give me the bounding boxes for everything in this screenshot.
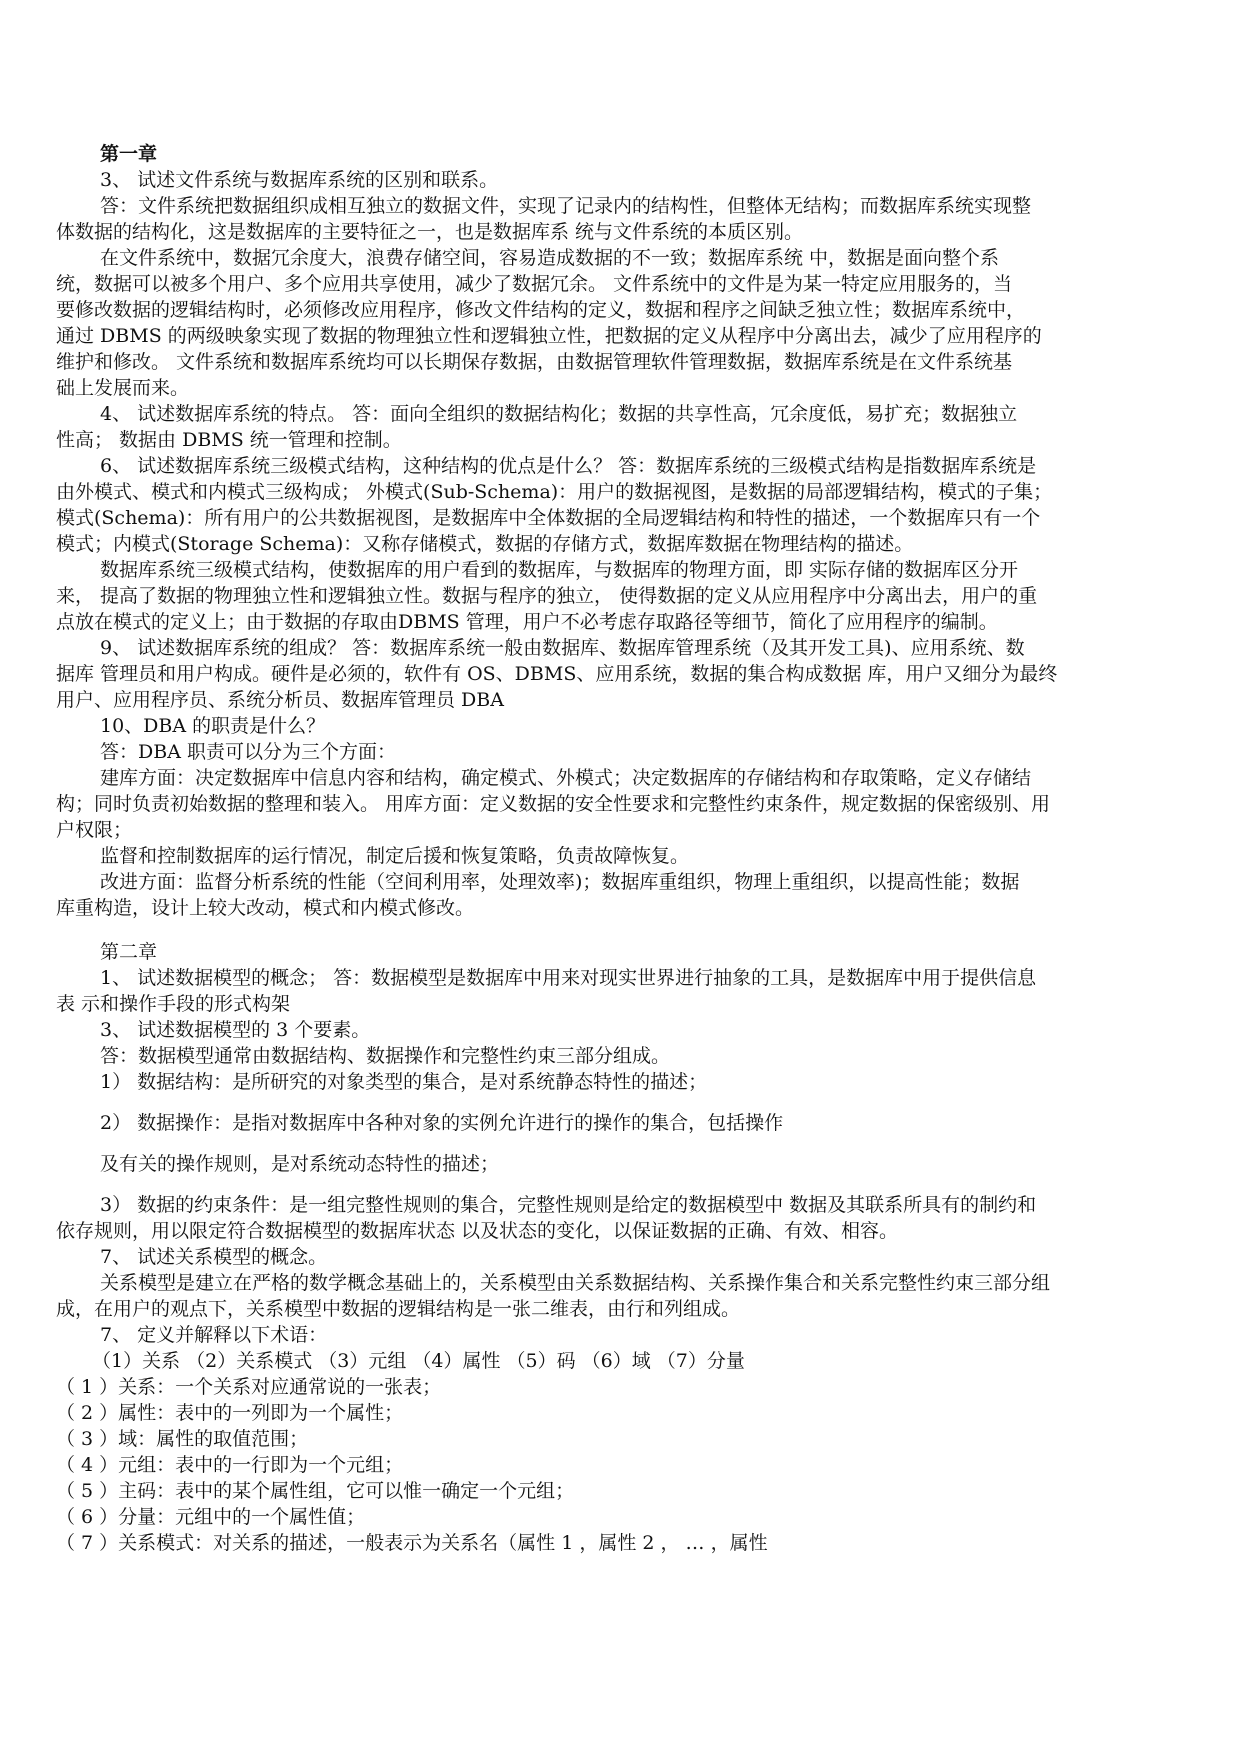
text-line: 用户、应用程序员、系统分析员、数据库管理员 DBA [56, 689, 504, 711]
chapter-1-heading: 第一章 [100, 143, 158, 165]
text-line: 据库 管理员和用户构成。硬件是必须的，软件有 OS、DBMS、应用系统，数据的集合构成数据 库，用户又细分为最终 [56, 663, 1058, 685]
text-line: 建库方面：决定数据库中信息内容和结构，确定模式、外模式；决定数据库的存储结构和存取策略，定义存储结 [100, 767, 1032, 789]
text-line: 答：DBA 职责可以分为三个方面： [100, 741, 396, 763]
text-line: 依存规则，用以限定符合数据模型的数据库状态 以及状态的变化，以保证数据的正确、有效、相容。 [56, 1220, 899, 1242]
text-line: 维护和修改。 文件系统和数据库系统均可以长期保存数据，由数据管理软件管理数据，数据库系统是在文件系统基 [56, 351, 1013, 373]
question-4: 4、 试述数据库系统的特点。 答：面向全组织的数据结构化；数据的共享性高，冗余度低，易扩充；数据独立 [100, 403, 1018, 425]
text-line: 数据库系统三级模式结构，使数据库的用户看到的数据库，与数据库的物理方面，即 实际存储的数据库区分开 [100, 559, 1019, 581]
question-6: 6、 试述数据库系统三级模式结构，这种结构的优点是什么？ 答：数据库系统的三级模式结构是指数据库系统是 [100, 455, 1037, 477]
question-9: 9、 试述数据库系统的组成？ 答：数据库系统一般由数据库、数据库管理系统（及其开发工具)、应用系统、数 [100, 637, 1025, 659]
text-line: 表 示和操作手段的形式构架 [56, 993, 291, 1015]
terms-list: （1）关系 （2）关系模式 （3）元组 （4）属性 （5）码 （6）域 （7）分量 [92, 1350, 745, 1372]
text-line: 要修改数据的逻辑结构时，必须修改应用程序，修改文件结构的定义，数据和程序之间缺乏独立性；数据库系统中， [56, 299, 1026, 321]
term-item: （ 7 ）关系模式：对关系的描述，一般表示为关系名（属性 1 ，属性 2 ， … ，属性 [56, 1532, 768, 1554]
text-line: 答：文件系统把数据组织成相互独立的数据文件，实现了记录内的结构性，但整体无结构；而数据库系统实现整 [100, 195, 1032, 217]
text-line: 监督和控制数据库的运行情况，制定后援和恢复策略，负责故障恢复。 [100, 845, 690, 867]
text-line: 答：数据模型通常由数据结构、数据操作和完整性约束三部分组成。 [100, 1045, 671, 1067]
text-line: 通过 DBMS 的两级映象实现了数据的物理独立性和逻辑独立性，把数据的定义从程序中分离出去，减少了应用程序的 [56, 325, 1042, 347]
text-line: 来， 提高了数据的物理独立性和逻辑独立性。数据与程序的独立， 使得数据的定义从应用程序中分离出去，用户的重 [56, 585, 1038, 607]
text-line: 户权限； [56, 819, 133, 841]
question-3b: 3、 试述数据模型的 3 个要素。 [100, 1019, 371, 1041]
text-line: 1） 数据结构：是所研究的对象类型的集合，是对系统静态特性的描述； [100, 1071, 708, 1093]
term-item: （ 4 ）元组：表中的一行即为一个元组； [56, 1454, 404, 1476]
term-item: （ 2 ）属性：表中的一列即为一个属性； [56, 1402, 404, 1424]
text-line: 关系模型是建立在严格的数学概念基础上的，关系模型由关系数据结构、关系操作集合和关系完整性约束三部分组 [100, 1272, 1051, 1294]
question-7b: 7、 定义并解释以下术语： [100, 1324, 328, 1346]
text-line: 模式；内模式(Storage Schema)：又称存储模式，数据的存储方式，数据库数据在物理结构的描述。 [56, 533, 914, 555]
question-3: 3、 试述文件系统与数据库系统的区别和联系。 [100, 169, 499, 191]
text-line: 库重构造，设计上较大改动，模式和内模式修改。 [56, 897, 475, 919]
text-line: 性高； 数据由 DBMS 统一管理和控制。 [56, 429, 402, 451]
text-line: 础上发展而来。 [56, 377, 190, 399]
chapter-2-heading: 第二章 [100, 941, 158, 963]
text-line: 构；同时负责初始数据的整理和装入。 用库方面：定义数据的安全性要求和完整性约束条件，规定数据的保密级别、用 [56, 793, 1051, 815]
term-item: （ 5 ）主码：表中的某个属性组，它可以惟一确定一个元组； [56, 1480, 575, 1502]
text-line: 在文件系统中，数据冗余度大，浪费存储空间，容易造成数据的不一致；数据库系统 中，数据是面向整个系 [100, 247, 1000, 269]
question-1: 1、 试述数据模型的概念； 答：数据模型是数据库中用来对现实世界进行抽象的工具，是数据库中用于提供信息 [100, 967, 1037, 989]
text-line: 体数据的结构化，这是数据库的主要特征之一，也是数据库系 统与文件系统的本质区别。 [56, 221, 804, 243]
text-line: 2） 数据操作：是指对数据库中各种对象的实例允许进行的操作的集合，包括操作 [100, 1112, 784, 1134]
text-line: 改进方面：监督分析系统的性能（空间利用率，处理效率)；数据库重组织，物理上重组织，以提高性能；数据 [100, 871, 1020, 893]
question-10: 10、DBA 的职责是什么？ [100, 715, 326, 737]
term-item: （ 3 ）域：属性的取值范围； [56, 1428, 309, 1450]
text-line: 由外模式、模式和内模式三级构成； 外模式(Sub-Schema)：用户的数据视图，是数据的局部逻辑结构，模式的子集； [56, 481, 1053, 503]
text-line: 模式(Schema)：所有用户的公共数据视图，是数据库中全体数据的全局逻辑结构和特性的描述，一个数据库只有一个 [56, 507, 1041, 529]
term-item: （ 1 ）关系：一个关系对应通常说的一张表； [56, 1376, 442, 1398]
text-line: 点放在模式的定义上；由于数据的存取由DBMS 管理，用户不必考虑存取路径等细节，简化了应用程序的编制。 [56, 611, 998, 633]
text-line: 3） 数据的约束条件：是一组完整性规则的集合，完整性规则是给定的数据模型中 数据及其联系所具有的制约和 [100, 1194, 1037, 1216]
text-line: 成，在用户的观点下，关系模型中数据的逻辑结构是一张二维表，由行和列组成。 [56, 1298, 741, 1320]
question-7: 7、 试述关系模型的概念。 [100, 1246, 328, 1268]
term-item: （ 6 ）分量：元组中的一个属性值； [56, 1506, 366, 1528]
text-line: 及有关的操作规则，是对系统动态特性的描述； [100, 1153, 500, 1175]
text-line: 统，数据可以被多个用户、多个应用共享使用，减少了数据冗余。 文件系统中的文件是为某一特定应用服务的，当 [56, 273, 1013, 295]
